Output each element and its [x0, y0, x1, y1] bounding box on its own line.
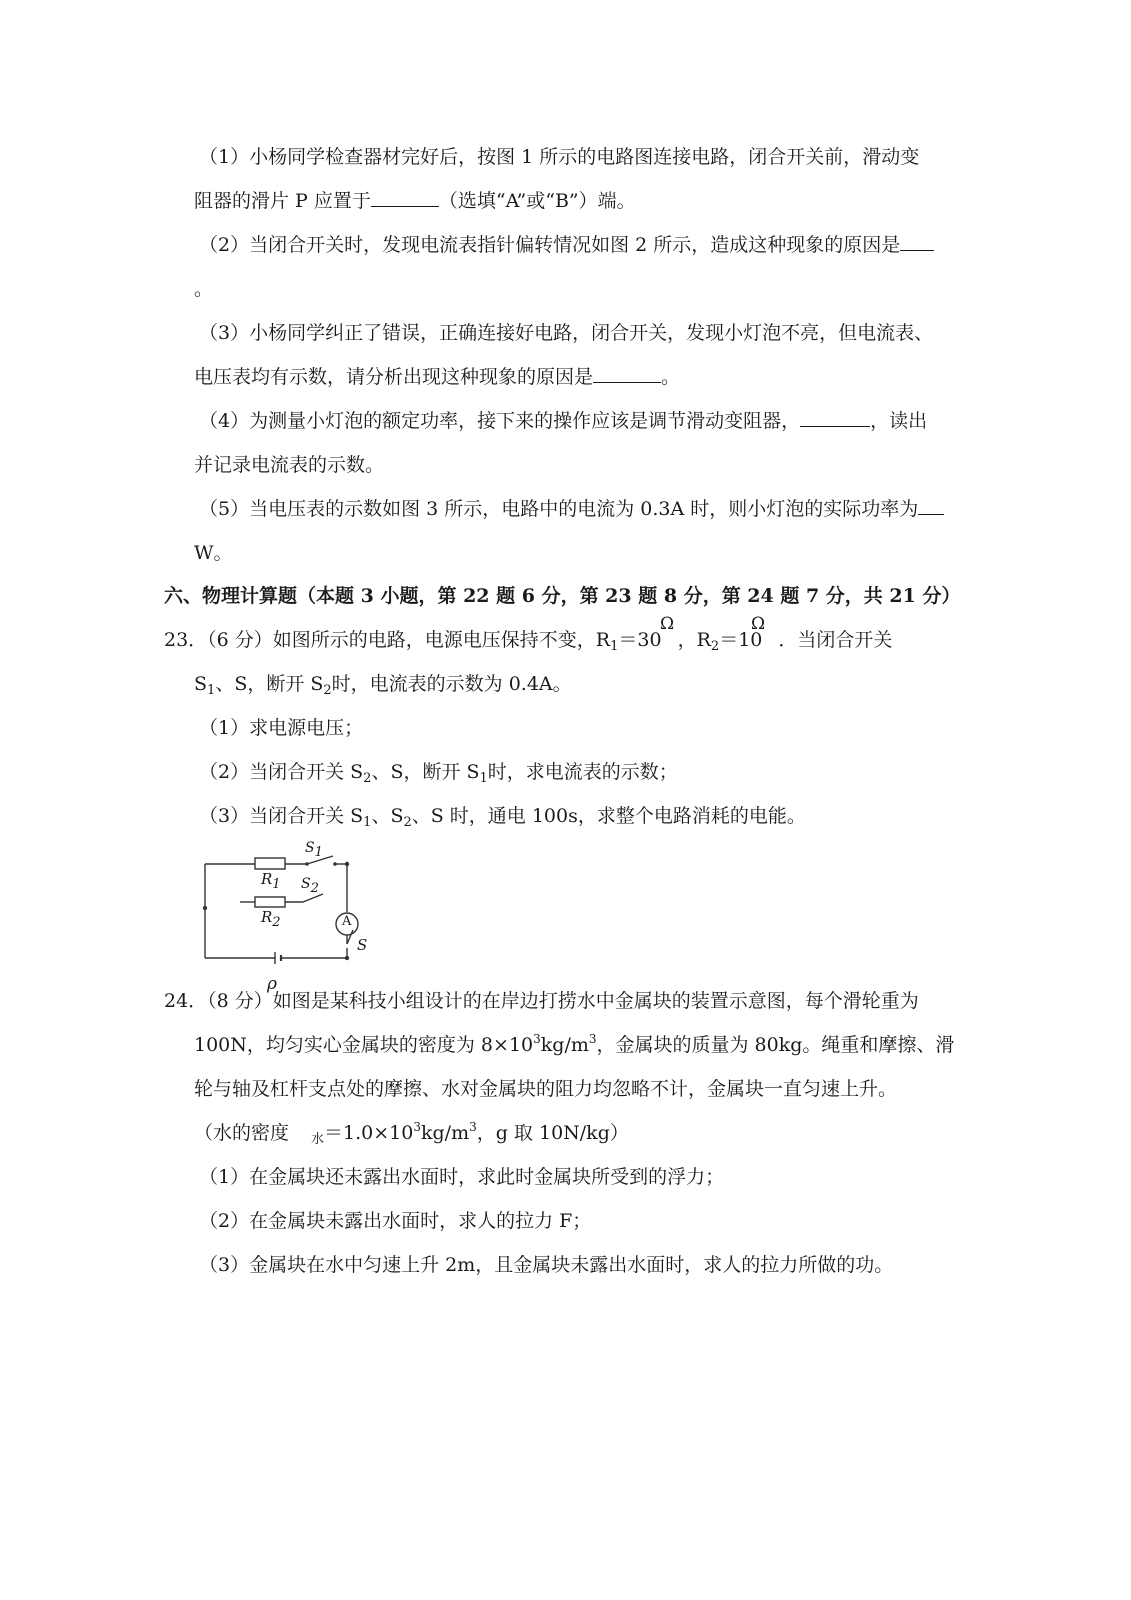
resistor-r2	[255, 897, 285, 907]
q22-part4-line1	[199, 408, 927, 434]
omega-symbol: Ω	[751, 614, 766, 634]
q24-line1: 24．（8 分）如图是某科技小组设计的在岸边打捞水中金属块的装置示意图，每个滑轮重为	[164, 990, 919, 1012]
q24-text: kg/m	[540, 1034, 589, 1056]
s1-label: $S_1$	[305, 840, 323, 860]
q24-text: 100N，均匀实心金属块的密度为 8×10	[194, 1034, 534, 1056]
q22-part1-text: 阻器的滑片 P 应置于	[194, 190, 371, 212]
resistor-r1	[255, 858, 285, 869]
section-heading: 六、物理计算题（本题 3 小题，第 22 题 6 分，第 23 题 8 分，第 24 题 7 分，共 21 分）	[164, 585, 961, 607]
q22-part2-text: （2）当闭合开关时，发现电流表指针偏转情况如图 2 所示，造成这种现象的原因是	[199, 234, 901, 256]
circuit-diagram	[195, 840, 385, 970]
q22-part2-line2: 。	[194, 278, 214, 300]
q24-text: kg/m	[421, 1122, 470, 1144]
q24-part1: （1）在金属块还未露出水面时，求此时金属块所受到的浮力；	[199, 1166, 725, 1188]
omega-symbol: Ω	[660, 614, 675, 634]
r1-label: $R_1$	[261, 870, 281, 892]
q24-text: ＝1.0×10	[324, 1122, 414, 1144]
q23-text: （2）当闭合开关 S	[199, 761, 364, 783]
q22-part2-line1	[199, 232, 934, 258]
q22-part1-text-end: （选填“A”或“B”）端。	[438, 190, 636, 212]
q23-part2	[199, 759, 678, 785]
q24-part2: （2）在金属块未露出水面时，求人的拉力 F；	[199, 1210, 592, 1232]
q24-line4	[194, 1120, 629, 1146]
q24-line2	[194, 1032, 954, 1058]
superscript: 3	[469, 1120, 477, 1134]
subscript: 2	[710, 639, 720, 654]
q22-part3-text-end: 。	[661, 366, 681, 388]
q23-part3	[199, 803, 806, 829]
q23-text: 、S 时，通电 100s，求整个电路消耗的电能。	[411, 805, 806, 827]
q24-text: ，金属块的质量为 80kg。绳重和摩擦、滑	[596, 1034, 955, 1056]
answer-blank[interactable]	[371, 188, 439, 207]
subscript: 1	[479, 771, 488, 786]
q22-part1-line2	[194, 188, 636, 214]
q23-text: ＝10	[719, 629, 763, 651]
q23-text: ＝30	[618, 629, 662, 651]
subscript: 1	[363, 815, 372, 830]
q22-part3-line1: （3）小杨同学纠正了错误，正确连接好电路，闭合开关，发现小灯泡不亮，但电流表、	[199, 322, 934, 344]
q22-part4-text-end: ，读出	[870, 410, 928, 432]
q22-part4-text: （4）为测量小灯泡的额定功率，接下来的操作应该是调节滑动变阻器，	[199, 410, 801, 432]
superscript: 3	[533, 1032, 541, 1046]
q23-text: S	[194, 673, 208, 695]
q23-text: 、S，断开 S	[371, 761, 480, 783]
subscript: 1	[610, 639, 619, 654]
answer-blank[interactable]	[918, 496, 944, 515]
ammeter-label: A	[342, 914, 352, 929]
q23-text: 时，求电流表的示数；	[487, 761, 678, 783]
q23-text: 、S	[371, 805, 404, 827]
superscript: 3	[588, 1032, 597, 1046]
q22-part3-text: 电压表均有示数，请分析出现这种现象的原因是	[194, 366, 594, 388]
q22-part4-line2: 并记录电流表的示数。	[194, 454, 385, 476]
answer-blank[interactable]	[800, 408, 870, 427]
junction-dot	[345, 862, 349, 866]
switch-terminal	[305, 862, 309, 866]
q22-part5-line1	[199, 496, 944, 522]
switch-terminal	[333, 862, 337, 866]
q22-part5-text: （5）当电压表的示数如图 3 所示，电路中的电流为 0.3A 时，则小灯泡的实际功率为	[199, 498, 919, 520]
superscript: 3	[413, 1120, 421, 1134]
rho-mark: ρ	[267, 974, 277, 994]
q23-text: 时，电流表的示数为 0.4A。	[331, 673, 572, 695]
q24-part3: （3）金属块在水中匀速上升 2m，且金属块未露出水面时，求人的拉力所做的功。	[199, 1254, 894, 1276]
q23-text: ．当闭合开关	[778, 629, 893, 651]
q22-part3-line2	[194, 364, 680, 390]
s2-label: $S_2$	[301, 876, 319, 896]
q23-text: （3）当闭合开关 S	[199, 805, 364, 827]
subscript: 2	[323, 683, 332, 698]
q22-part5-line2: W。	[194, 542, 233, 564]
q22-part1-line1: （1）小杨同学检查器材完好后，按图 1 所示的电路图连接电路，闭合开关前，滑动变	[199, 146, 920, 168]
r2-label: $R_2$	[261, 908, 281, 930]
q23-text: ，R	[677, 629, 711, 651]
subscript: 水	[311, 1132, 325, 1147]
subscript: 2	[363, 771, 372, 786]
q23-text: 23．（6 分）如图所示的电路，电源电压保持不变，R	[164, 629, 611, 651]
junction-dot	[203, 906, 207, 910]
answer-blank[interactable]	[593, 364, 661, 383]
switch-s-label: S	[357, 936, 368, 954]
q24-line3: 轮与轴及杠杆支点处的摩擦、水对金属块的阻力均忽略不计，金属块一直匀速上升。	[194, 1078, 898, 1100]
junction-dot	[345, 956, 349, 960]
subscript: 1	[207, 683, 216, 698]
q24-text: （水的密度	[194, 1122, 290, 1144]
q23-text: 、S，断开 S	[215, 673, 324, 695]
q23-line2	[194, 671, 572, 697]
q23-part1: （1）求电源电压；	[199, 717, 364, 739]
subscript: 2	[403, 815, 412, 830]
q23-line1	[164, 627, 892, 653]
q24-text: ，g 取 10N/kg）	[476, 1122, 629, 1144]
answer-blank[interactable]	[900, 232, 934, 251]
